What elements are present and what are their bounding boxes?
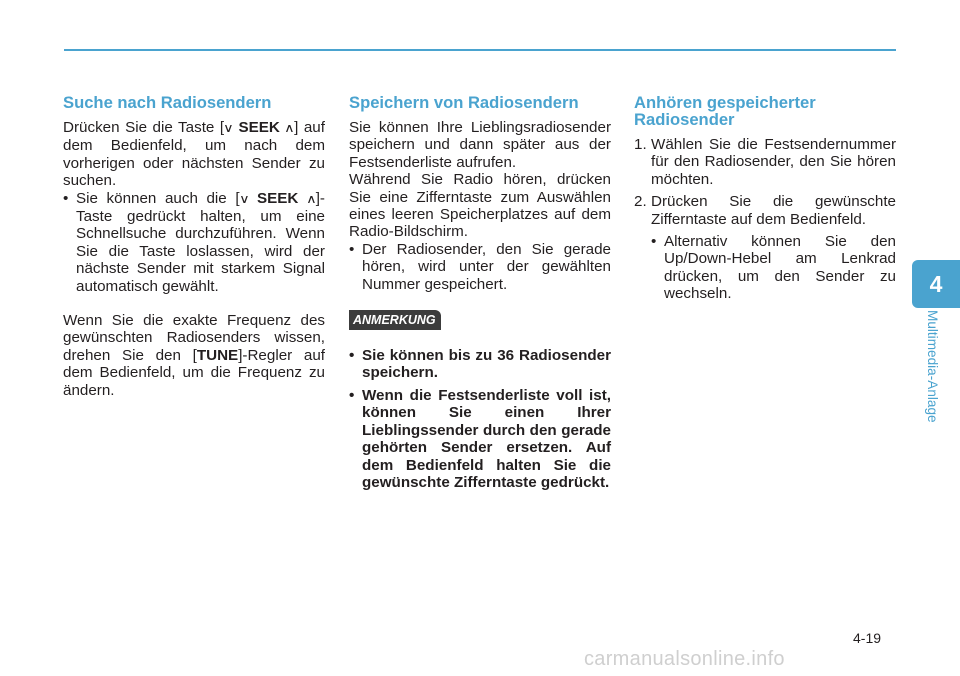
chapter-tab: 4: [912, 260, 960, 308]
text: ]-Taste gedrückt halten, um eine Schnellsuche durchzuführen. Wenn Sie die Taste loslassen, wird der nächste Sender mit starkem Signal automatisch gewählt.: [76, 189, 325, 295]
section-title: Anhören gespeicherter Radiosender: [634, 93, 816, 129]
text: Wenn Sie die exakte Frequenz des gewünschten Radiosenders wissen, drehen Sie den [: [63, 312, 325, 364]
text: Drücken Sie die Taste [: [63, 119, 225, 136]
step-text: Wählen Sie die Festsendernummer für den Radiosender, den Sie hören möchten.: [651, 136, 896, 188]
section-title: Suche nach Radiosendern: [63, 93, 272, 112]
chevron-up-icon: ∧: [284, 121, 296, 135]
paragraph: Während Sie Radio hören, drücken Sie eine Zifferntaste zum Auswählen eines leeren Speicherplatzes auf dem Radio-Bildschirm.: [349, 171, 611, 241]
step-text: Drücken Sie die gewünschte Zifferntaste auf dem Bedienfeld.: [651, 193, 896, 228]
chevron-up-icon: ∧: [306, 191, 317, 206]
seek-button-label: [240, 190, 316, 207]
seek-text: SEEK: [256, 189, 299, 207]
section-listen-saved: [634, 94, 896, 308]
chevron-down-icon: ∨: [238, 191, 250, 206]
list-item: [63, 190, 325, 295]
text: ]-Regler auf dem Bedienfeld, um die Frequenz zu ändern.: [63, 346, 325, 399]
paragraph: [63, 119, 325, 190]
step-item: [634, 136, 896, 188]
watermark: carmanualsonline.info: [584, 648, 785, 670]
steps-list: [634, 136, 896, 303]
text: Sie können auch die [: [76, 189, 240, 207]
bullet-list: [63, 190, 325, 295]
chapter-label: Multimedia-Anlage: [925, 310, 940, 423]
step-item: [634, 193, 896, 302]
section-search-stations: [63, 94, 325, 399]
note-item: • Wenn die Festsenderliste voll ist, können Sie einen Ihrer Lieblingssender durch den gerade gehörten Sender ersetzen. Auf dem Bedienfeld halten Sie die gewünschte Zifferntaste gedrückt.: [349, 387, 611, 491]
bullet-list: [349, 241, 611, 293]
sub-bullet-list: [651, 233, 896, 303]
list-item: • Alternativ können Sie den Up/Down-Hebel am Lenkrad drücken, um den Sender zu wechseln.: [651, 233, 896, 303]
page-number: 4-19: [853, 630, 882, 646]
seek-text: SEEK: [238, 119, 280, 136]
text: ] auf dem Bedienfeld, um nach dem vorherigen oder nächsten Sender zu suchen.: [63, 119, 325, 190]
note-item: • Sie können bis zu 36 Radiosender speichern.: [349, 347, 611, 382]
chevron-down-icon: ∨: [223, 121, 234, 135]
paragraph: Sie können Ihre Lieblingsradiosender speichern und dann später aus der Festsenderliste aufrufen.: [349, 119, 611, 171]
paragraph: [63, 312, 325, 399]
tune-text: TUNE: [196, 346, 239, 364]
section-title: Speichern von Radiosendern: [349, 93, 579, 112]
list-item: • Der Radiosender, den Sie gerade hören, wird unter der gewählten Nummer gespeichert.: [349, 241, 611, 293]
note-badge: ANMERKUNG: [349, 310, 441, 330]
top-rule: [64, 49, 896, 51]
seek-button-label: [224, 119, 294, 136]
section-save-stations: [349, 94, 611, 496]
note-list: [349, 347, 611, 491]
